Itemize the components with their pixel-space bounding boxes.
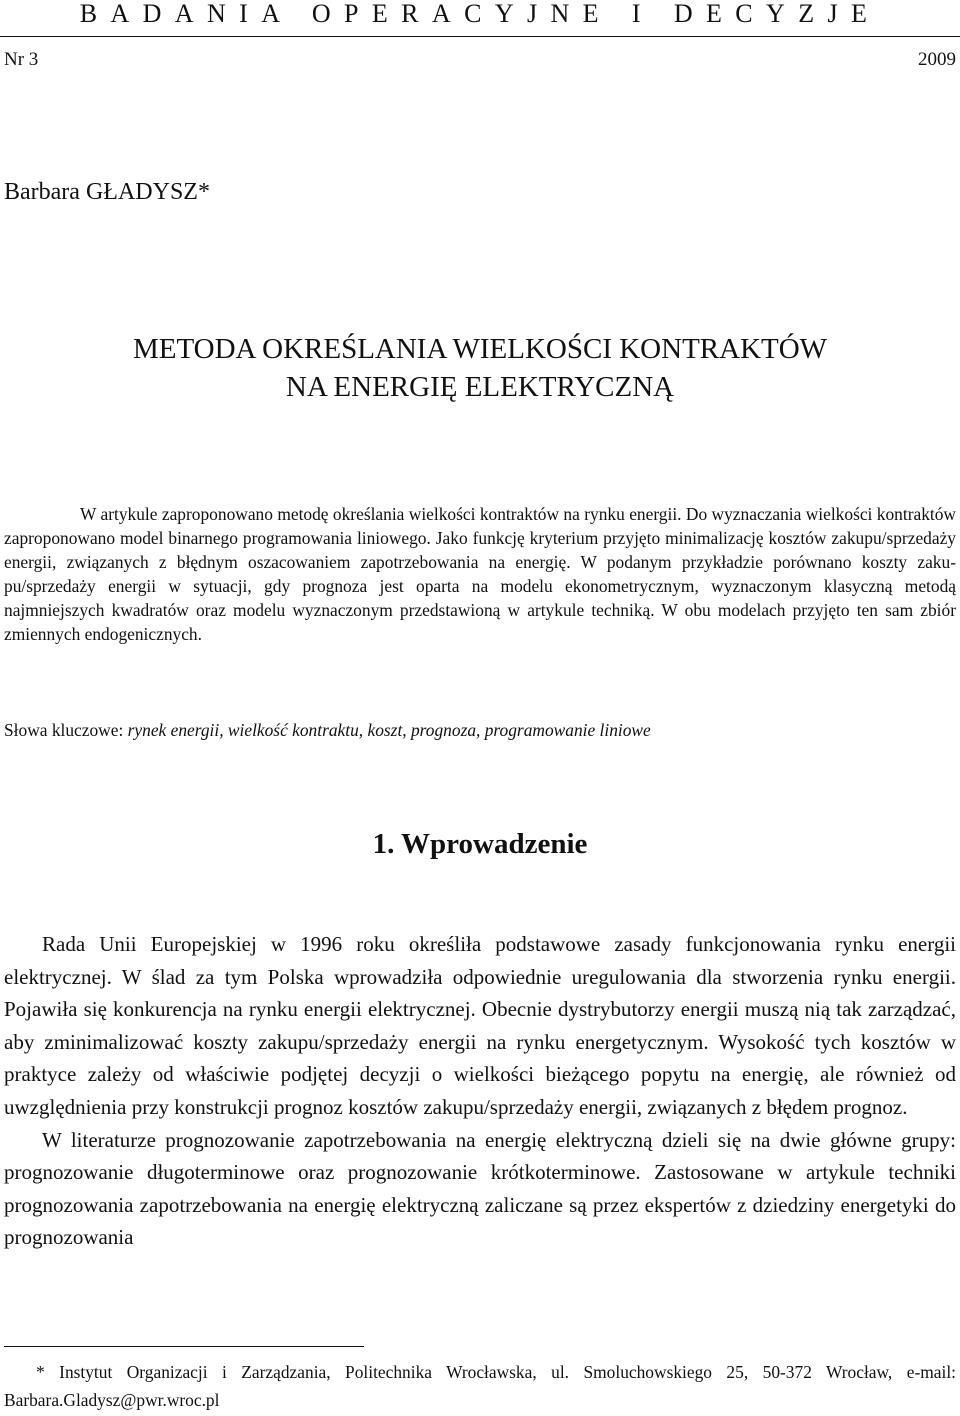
issue-year: 2009: [918, 49, 956, 70]
body-paragraph-2: W literaturze prognozowanie zapotrzebowania na energię elektryczną dzieli się na dwie główne grupy: prognozowanie długoterminowe oraz prognozowanie krótkoterminowe. Zastosowane w artykule techniki prognozowania zapotrzebowania na energię elektryczną zaliczane są przez ekspertów z dziedziny energetyki do prognozowania: [4, 1127, 956, 1250]
article-title-line-1: METODA OKREŚLANIA WIELKOŚCI KONTRAKTÓW: [132, 333, 828, 365]
author-name: Barbara GŁADYSZ*: [4, 179, 210, 205]
footnote: * Instytut Organizacji i Zarządzania, Politechnika Wrocławska, ul. Smoluchowskiego 25, 50-372 Wrocław, e-mail: Barbara.Gladysz@pwr.wroc.pl: [4, 1362, 956, 1410]
header-rule: [0, 36, 960, 37]
abstract: W artykule zaproponowano metodę określania wielkości kontraktów na rynku energii. Do wyznaczania wielkości kontraktów zaproponowano model binarnego programowania liniowego. Jako funkcję kryterium przyjęto minimalizację kosztów zakupu/sprzedaży energii, związanych z błędnym oszacowaniem zapotrzebowania na energię. W podanym przykładzie porównano koszty zakupu/sprzedaży energii w sytuacji, gdy prognoza jest oparta na modelu ekonometrycznym, wyznaczonym klasyczną metodą najmniejszych kwadratów oraz modelu wyznaczonym przedstawioną w artykule techniką. W obu modelach przyjęto ten sam zbiór zmiennych endogenicznych.: [4, 504, 956, 644]
journal-name: BADANIA OPERACYJNE I DECYZJE: [79, 0, 881, 28]
issue-number: Nr 3: [4, 49, 39, 70]
keywords: [4, 718, 956, 742]
issue-row: [0, 48, 960, 72]
body-paragraph-1: Rada Unii Europejskiej w 1996 roku określiła podstawowe zasady funkcjonowania rynku energii elektrycznej. W ślad za tym Polska wprowadziła odpowiednie uregulowania dla stworzenia rynku energii. Pojawiła się konkurencja na rynku energii elektrycznej. Obecnie dystrybutorzy energii muszą nią tak zarządzać, aby zminimalizować koszty zakupu/sprzedaży energii na rynku energetycznym. Wysokość tych kosztów w praktyce zależy od właściwie podjętej decyzji o wielkości bieżącego popytu na energię, ale również od uwzględnienia przy konstrukcji prognoz kosztów zakupu/sprzedaży energii, związanych z błędem prognoz.: [4, 932, 956, 1119]
keywords-list: rynek energii, wielkość kontraktu, koszt, prognoza, programowanie liniowe: [127, 720, 651, 740]
article-title: [0, 330, 960, 406]
section-heading: 1. Wprowadzenie: [372, 828, 588, 860]
article-title-line-2: NA ENERGIĘ ELEKTRYCZNĄ: [285, 371, 675, 403]
keywords-label: Słowa kluczowe:: [4, 720, 128, 740]
journal-header: [0, 0, 960, 40]
body-text: [4, 928, 956, 1254]
footnote-rule: [4, 1346, 364, 1347]
